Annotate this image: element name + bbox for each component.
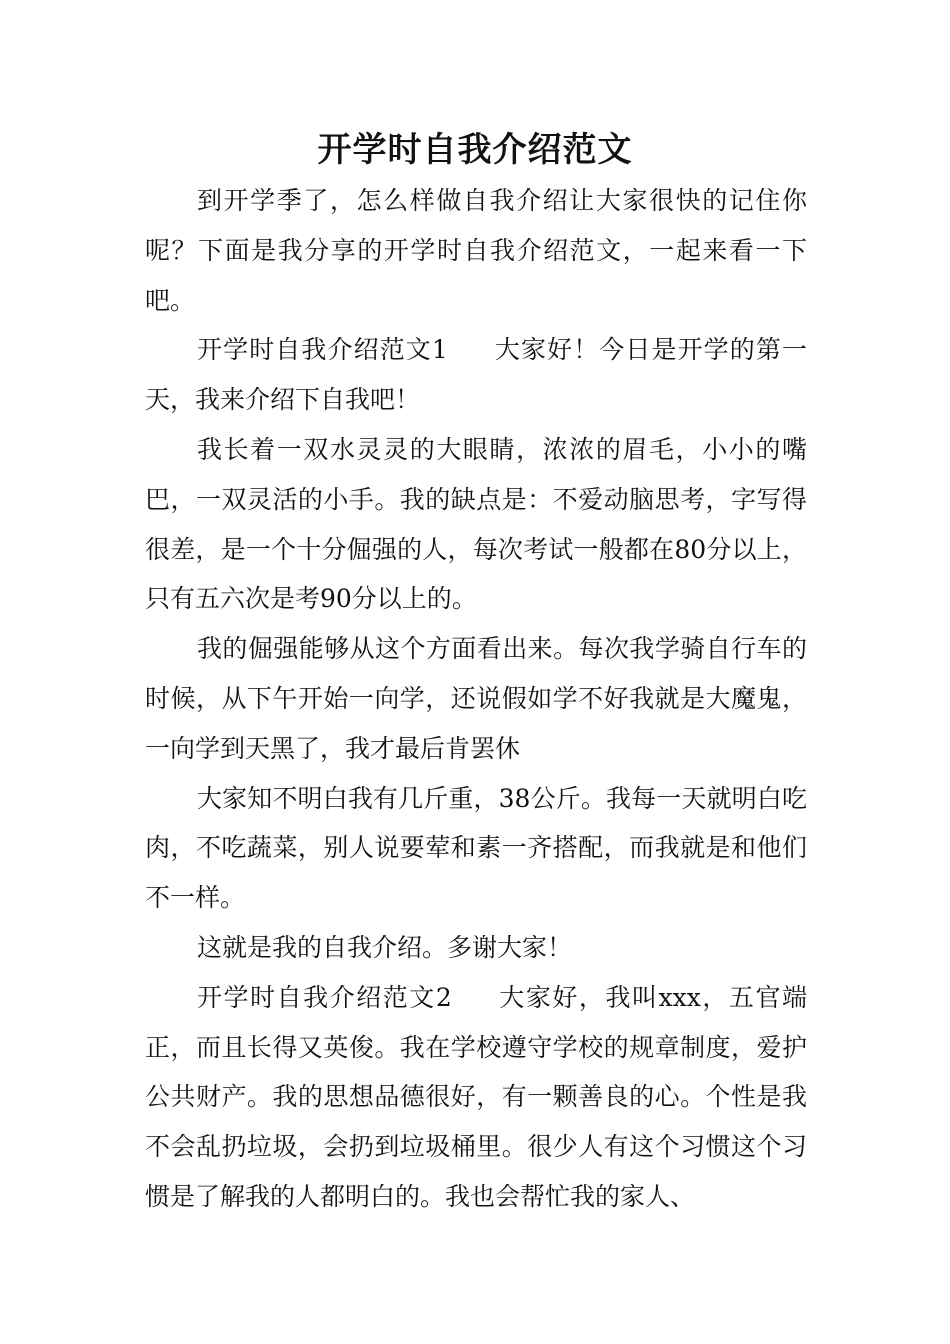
section-2-heading: 开学时自我介绍范文2 [197,982,452,1012]
section-1-heading: 开学时自我介绍范文1 [197,335,448,365]
document-body [145,176,807,1222]
section-2-text: 大家好，我叫xxx，五官端正，而且长得又英俊。我在学校遵守学校的规章制度，爱护公共财产。我的思想品德很好，有一颗善良的心。个性是我不会乱扔垃圾，会扔到垃圾桶里。很少人有这个习惯这个习惯是了解我的人都明白的。我也会帮忙我的家人、 [145,982,807,1211]
closing-paragraph: 这就是我的自我介绍。多谢大家！ [197,932,573,962]
intro-paragraph: 到开学季了，怎么样做自我介绍让大家很快的记住你呢？下面是我分享的开学时自我介绍范文，一起来看一下吧。 [145,186,807,315]
weight-paragraph: 大家知不明白我有几斤重，38公斤。我每一天就明白吃肉，不吃蔬菜，别人说要荤和素一齐搭配，而我就是和他们不一样。 [145,783,807,913]
stubbornness-paragraph: 我的倔强能够从这个方面看出来。每次我学骑自行车的时候，从下午开始一向学，还说假如学不好我就是大魔鬼，一向学到天黑了，我才最后肯罢休 [145,634,807,763]
document-title: 开学时自我介绍范文 [317,130,633,170]
section-1-text: 大家好！今日是开学的第一天，我来介绍下自我吧！ [145,335,807,415]
section-1-paragraph [145,325,807,425]
section-2-paragraph [145,973,807,1222]
appearance-paragraph: 我长着一双水灵灵的大眼睛，浓浓的眉毛，小小的嘴巴，一双灵活的小手。我的缺点是：不爱动脑思考，字写得很差，是一个十分倔强的人，每次考试一般都在80分以上，只有五六次是考90分以上的。 [145,434,807,614]
